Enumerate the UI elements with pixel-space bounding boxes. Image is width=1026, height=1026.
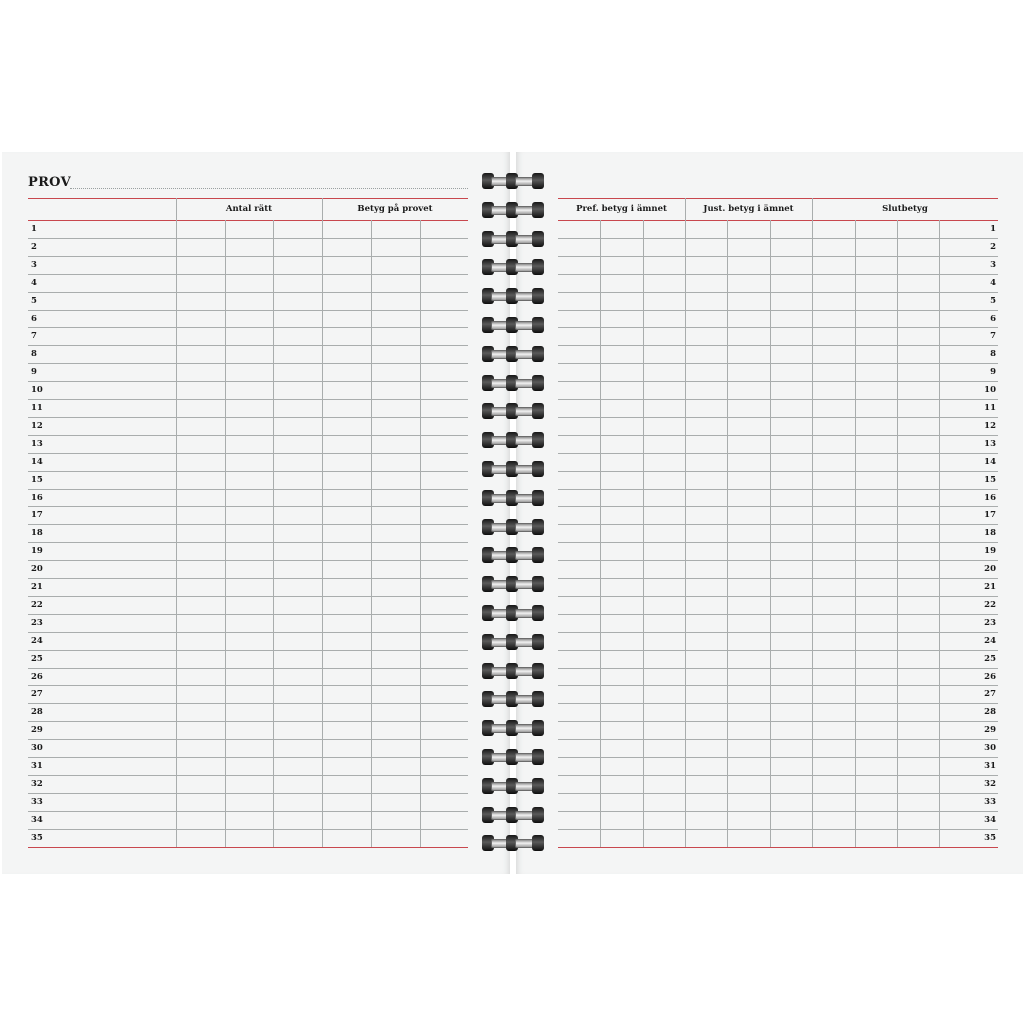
row-divider bbox=[28, 793, 468, 794]
spiral-ring bbox=[482, 691, 544, 707]
row-divider bbox=[28, 292, 468, 293]
row-number: 16 bbox=[31, 492, 43, 503]
spiral-ring bbox=[482, 346, 544, 362]
spiral-ring bbox=[482, 461, 544, 477]
row-divider bbox=[558, 327, 998, 328]
left-page bbox=[2, 152, 510, 874]
row-number: 9 bbox=[31, 367, 37, 378]
row-number: 29 bbox=[984, 725, 996, 736]
row-divider bbox=[558, 345, 998, 346]
row-number: 25 bbox=[984, 653, 996, 664]
spiral-ring bbox=[482, 403, 544, 419]
row-divider bbox=[28, 703, 468, 704]
header-betyg-pa-provet: Betyg på provet bbox=[357, 204, 433, 214]
row-divider bbox=[558, 310, 998, 311]
row-divider bbox=[558, 363, 998, 364]
row-number: 13 bbox=[984, 438, 996, 449]
row-divider bbox=[28, 757, 468, 758]
row-divider bbox=[558, 596, 998, 597]
row-number: 1 bbox=[31, 224, 37, 234]
row-divider bbox=[558, 739, 998, 740]
row-number: 32 bbox=[984, 778, 996, 789]
row-number: 8 bbox=[31, 349, 37, 360]
row-divider bbox=[28, 238, 468, 239]
column-divider bbox=[685, 198, 686, 847]
row-divider bbox=[558, 399, 998, 400]
row-divider bbox=[558, 489, 998, 490]
column-divider bbox=[600, 220, 601, 847]
row-divider bbox=[28, 542, 468, 543]
row-divider bbox=[28, 775, 468, 776]
row-divider bbox=[28, 811, 468, 812]
row-number: 28 bbox=[984, 707, 996, 718]
row-number: 4 bbox=[990, 277, 996, 288]
column-divider bbox=[225, 220, 226, 847]
row-number: 24 bbox=[31, 635, 43, 646]
row-number: 5 bbox=[990, 295, 996, 306]
spiral-ring bbox=[482, 375, 544, 391]
row-number: 10 bbox=[984, 385, 996, 396]
row-number: 10 bbox=[31, 385, 43, 396]
row-divider bbox=[558, 381, 998, 382]
row-number: 17 bbox=[31, 510, 43, 521]
row-number: 21 bbox=[984, 582, 996, 592]
row-number: 15 bbox=[984, 474, 996, 485]
row-divider bbox=[28, 560, 468, 561]
spiral-ring bbox=[482, 749, 544, 765]
row-number: 17 bbox=[984, 510, 996, 521]
column-divider bbox=[855, 220, 856, 847]
row-number: 2 bbox=[990, 241, 996, 252]
spiral-ring bbox=[482, 432, 544, 448]
row-number: 18 bbox=[984, 528, 996, 539]
row-divider bbox=[558, 292, 998, 293]
row-divider bbox=[28, 310, 468, 311]
row-divider bbox=[28, 650, 468, 651]
row-number: 6 bbox=[31, 313, 37, 324]
row-divider bbox=[558, 793, 998, 794]
row-divider bbox=[558, 775, 998, 776]
spiral-ring bbox=[482, 576, 544, 592]
row-number: 26 bbox=[31, 671, 43, 682]
right-header-rule bbox=[558, 220, 998, 221]
row-divider bbox=[558, 274, 998, 275]
spiral-ring bbox=[482, 547, 544, 563]
row-number: 29 bbox=[31, 725, 43, 736]
row-divider bbox=[558, 668, 998, 669]
header-pref-betyg: Pref. betyg i ämnet bbox=[576, 204, 667, 214]
left-bottom-rule bbox=[28, 847, 468, 848]
row-number: 27 bbox=[31, 689, 43, 700]
column-divider bbox=[643, 220, 644, 847]
row-number: 3 bbox=[990, 259, 996, 270]
row-divider bbox=[28, 506, 468, 507]
row-divider bbox=[558, 453, 998, 454]
row-number: 34 bbox=[984, 814, 996, 825]
row-number: 8 bbox=[990, 349, 996, 360]
row-number: 11 bbox=[984, 403, 996, 413]
spiral-ring bbox=[482, 490, 544, 506]
row-number: 30 bbox=[31, 743, 43, 754]
row-divider bbox=[558, 542, 998, 543]
row-number: 21 bbox=[31, 582, 43, 592]
row-divider bbox=[558, 721, 998, 722]
left-header-rule bbox=[28, 220, 468, 221]
row-divider bbox=[558, 560, 998, 561]
row-number: 1 bbox=[990, 224, 996, 234]
row-number: 12 bbox=[984, 420, 996, 431]
spiral-ring bbox=[482, 720, 544, 736]
row-divider bbox=[28, 632, 468, 633]
row-number: 31 bbox=[984, 761, 996, 771]
spiral-ring bbox=[482, 634, 544, 650]
row-divider bbox=[28, 399, 468, 400]
header-antal-ratt: Antal rätt bbox=[225, 204, 273, 214]
row-number: 9 bbox=[990, 367, 996, 378]
row-divider bbox=[28, 578, 468, 579]
column-divider bbox=[322, 198, 323, 847]
row-number: 14 bbox=[984, 456, 996, 467]
row-divider bbox=[558, 703, 998, 704]
column-divider bbox=[812, 198, 813, 847]
row-number: 33 bbox=[31, 796, 43, 807]
column-divider bbox=[420, 220, 421, 847]
row-number: 22 bbox=[984, 599, 996, 610]
column-divider bbox=[273, 220, 274, 847]
row-divider bbox=[558, 578, 998, 579]
row-divider bbox=[558, 506, 998, 507]
row-number: 18 bbox=[31, 528, 43, 539]
row-number: 23 bbox=[984, 617, 996, 628]
column-divider bbox=[371, 220, 372, 847]
row-number: 23 bbox=[31, 617, 43, 628]
row-divider bbox=[558, 417, 998, 418]
spiral-ring bbox=[482, 807, 544, 823]
column-divider bbox=[727, 220, 728, 847]
spiral-ring bbox=[482, 605, 544, 621]
spiral-ring bbox=[482, 259, 544, 275]
row-divider bbox=[558, 632, 998, 633]
row-number: 16 bbox=[984, 492, 996, 503]
row-divider bbox=[558, 435, 998, 436]
row-divider bbox=[28, 685, 468, 686]
row-number: 7 bbox=[31, 331, 37, 342]
row-number: 4 bbox=[31, 277, 37, 288]
row-divider bbox=[28, 524, 468, 525]
row-number: 34 bbox=[31, 814, 43, 825]
row-number: 3 bbox=[31, 259, 37, 270]
row-number: 2 bbox=[31, 241, 37, 252]
row-divider bbox=[28, 381, 468, 382]
row-number: 32 bbox=[31, 778, 43, 789]
spiral-ring bbox=[482, 317, 544, 333]
row-number: 35 bbox=[31, 832, 43, 843]
row-number: 13 bbox=[31, 438, 43, 449]
row-divider bbox=[558, 471, 998, 472]
row-divider bbox=[558, 829, 998, 830]
row-divider bbox=[28, 739, 468, 740]
column-divider bbox=[939, 220, 940, 847]
row-divider bbox=[558, 811, 998, 812]
row-number: 33 bbox=[984, 796, 996, 807]
spiral-ring bbox=[482, 835, 544, 851]
row-divider bbox=[28, 345, 468, 346]
row-divider bbox=[28, 417, 468, 418]
spiral-ring bbox=[482, 663, 544, 679]
row-number: 20 bbox=[984, 564, 996, 575]
row-number: 5 bbox=[31, 295, 37, 306]
column-divider bbox=[770, 220, 771, 847]
spiral-ring bbox=[482, 778, 544, 794]
row-divider bbox=[28, 829, 468, 830]
row-number: 25 bbox=[31, 653, 43, 664]
header-slutbetyg: Slutbetyg bbox=[882, 204, 928, 214]
row-divider bbox=[28, 274, 468, 275]
row-number: 20 bbox=[31, 564, 43, 575]
row-divider bbox=[558, 685, 998, 686]
row-number: 19 bbox=[984, 546, 996, 557]
row-number: 30 bbox=[984, 743, 996, 754]
column-divider bbox=[897, 220, 898, 847]
title-write-line[interactable] bbox=[70, 188, 468, 189]
row-number: 35 bbox=[984, 832, 996, 843]
page-title: PROV bbox=[28, 175, 71, 190]
row-number: 31 bbox=[31, 761, 43, 771]
spiral-ring bbox=[482, 202, 544, 218]
right-bottom-rule bbox=[558, 847, 998, 848]
row-divider bbox=[28, 471, 468, 472]
row-divider bbox=[558, 757, 998, 758]
row-number: 28 bbox=[31, 707, 43, 718]
row-number: 7 bbox=[990, 331, 996, 342]
column-divider bbox=[176, 198, 177, 847]
row-number: 24 bbox=[984, 635, 996, 646]
row-divider bbox=[28, 489, 468, 490]
row-divider bbox=[28, 435, 468, 436]
row-number: 26 bbox=[984, 671, 996, 682]
row-divider bbox=[558, 524, 998, 525]
row-divider bbox=[28, 327, 468, 328]
row-divider bbox=[558, 256, 998, 257]
row-divider bbox=[28, 721, 468, 722]
row-number: 22 bbox=[31, 599, 43, 610]
row-divider bbox=[28, 256, 468, 257]
header-just-betyg: Just. betyg i ämnet bbox=[703, 204, 794, 214]
row-divider bbox=[28, 453, 468, 454]
row-number: 6 bbox=[990, 313, 996, 324]
row-number: 14 bbox=[31, 456, 43, 467]
spiral-ring bbox=[482, 519, 544, 535]
row-number: 27 bbox=[984, 689, 996, 700]
spiral-ring bbox=[482, 288, 544, 304]
row-number: 19 bbox=[31, 546, 43, 557]
row-number: 11 bbox=[31, 403, 43, 413]
row-number: 15 bbox=[31, 474, 43, 485]
row-divider bbox=[558, 238, 998, 239]
row-divider bbox=[558, 614, 998, 615]
row-divider bbox=[28, 363, 468, 364]
row-divider bbox=[28, 614, 468, 615]
spiral-ring bbox=[482, 231, 544, 247]
spiral-ring bbox=[482, 173, 544, 189]
row-number: 12 bbox=[31, 420, 43, 431]
row-divider bbox=[28, 668, 468, 669]
row-divider bbox=[558, 650, 998, 651]
row-divider bbox=[28, 596, 468, 597]
